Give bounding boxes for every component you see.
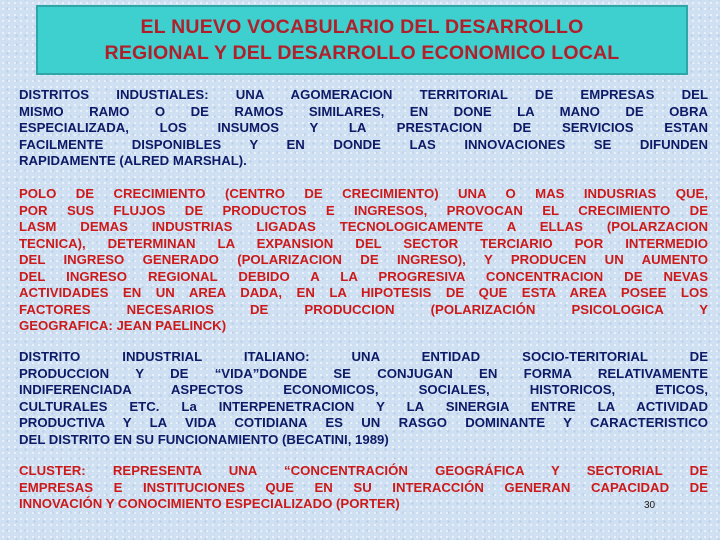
paragraph-line: CULTURALES ETC. La INTERPENETRACION Y LA SINERGIA ENTRE LA ACTIVIDAD [19, 398, 708, 414]
paragraph-line: ACTIVIDADES EN UN AREA DADA, EN LA HIPOTESIS DE QUE ESTA AREA POSEE LOS [19, 285, 708, 300]
paragraph-line: CLUSTER: REPRESENTA UNA “CONCENTRACIÓN GEOGRÁFICA Y SECTORIAL DE [19, 463, 708, 478]
paragraph-line: INNOVACIÓN Y CONOCIMIENTO ESPECIALIZADO (PORTER) [19, 496, 400, 511]
paragraph-line: TECNICA), DETERMINAN LA EXPANSION DEL SECTOR TERCIARIO POR INTERMEDIO [19, 235, 708, 251]
paragraph-line: DEL INGRESO GENERADO (POLARIZACION DE INGRESO), Y PRODUCEN UN AUMENTO [19, 252, 708, 267]
paragraph-line: FACTORES NECESARIOS DE PRODUCCION (POLARIZACIÓN PSICOLOGICA Y [19, 301, 708, 317]
paragraph-line: GEOGRAFICA: JEAN PAELINCK) [19, 318, 227, 333]
paragraph-line: DEL INGRESO REGIONAL DEBIDO A LA PROGRESIVA CONCENTRACION DE NEVAS [19, 268, 708, 284]
paragraph-line: DEL DISTRITO EN SU FUNCIONAMIENTO (BECATINI, 1989) [19, 431, 389, 447]
slide-title-box [36, 5, 688, 75]
slide-title-line-1: EL NUEVO VOCABULARIO DEL DESARROLLO [140, 16, 584, 38]
paragraph-line: PRODUCTIVA Y LA VIDA COTIDIANA ES UN RASGO DOMINANTE Y CARACTERISTICO [19, 415, 708, 430]
page-number: 30 [644, 500, 656, 511]
paragraph-line: EMPRESAS E INSTITUCIONES QUE EN SU INTERACCIÓN GENERAN CAPACIDAD DE [19, 479, 708, 495]
paragraph-line: DISTRITO INDUSTRIAL ITALIANO: UNA ENTIDAD SOCIO-TERITORIAL DE [19, 349, 708, 364]
paragraph-line: PRODUCCION Y DE “VIDA”DONDE SE CONJUGAN EN FORMA RELATIVAMENTE [19, 365, 708, 381]
paragraph-line: FACILMENTE DISPONIBLES Y EN DONDE LAS INNOVACIONES SE DIFUNDEN [19, 136, 708, 152]
paragraph-line: DISTRITOS INDUSTIALES: UNA AGOMERACION TERRITORIAL DE EMPRESAS DEL [19, 87, 708, 102]
paragraph-line: LASM DEMAS INDUSTRIAS LIGADAS TECNOLOGICAMENTE A ELLAS (POLARZACION [19, 219, 708, 234]
paragraph-cluster [19, 463, 708, 513]
paragraph-line: MISMO RAMO O DE RAMOS SIMILARES, EN DONE LA MANO DE OBRA [19, 103, 708, 119]
paragraph-line: POLO DE CRECIMIENTO (CENTRO DE CRECIMIENTO) UNA O MAS INDUSRIAS QUE, [19, 186, 708, 201]
slide-title-line-2: REGIONAL Y DEL DESARROLLO ECONOMICO LOCAL [104, 42, 620, 64]
paragraph-line: ESPECIALIZADA, LOS INSUMOS Y LA PRESTACION DE SERVICIOS ESTAN [19, 120, 708, 135]
paragraph-line: INDIFERENCIADA ASPECTOS ECONOMICOS, SOCIALES, HISTORICOS, ETICOS, [19, 382, 708, 397]
paragraph-line: RAPIDAMENTE (ALRED MARSHAL). [19, 153, 247, 168]
paragraph-distrito-industrial-italiano [19, 349, 708, 448]
paragraph-line: POR SUS FLUJOS DE PRODUCTOS E INGRESOS, PROVOCAN EL CRECIMIENTO DE [19, 202, 708, 218]
paragraph-polo-de-crecimiento [19, 186, 708, 335]
paragraph-distritos-industriales [19, 87, 708, 170]
